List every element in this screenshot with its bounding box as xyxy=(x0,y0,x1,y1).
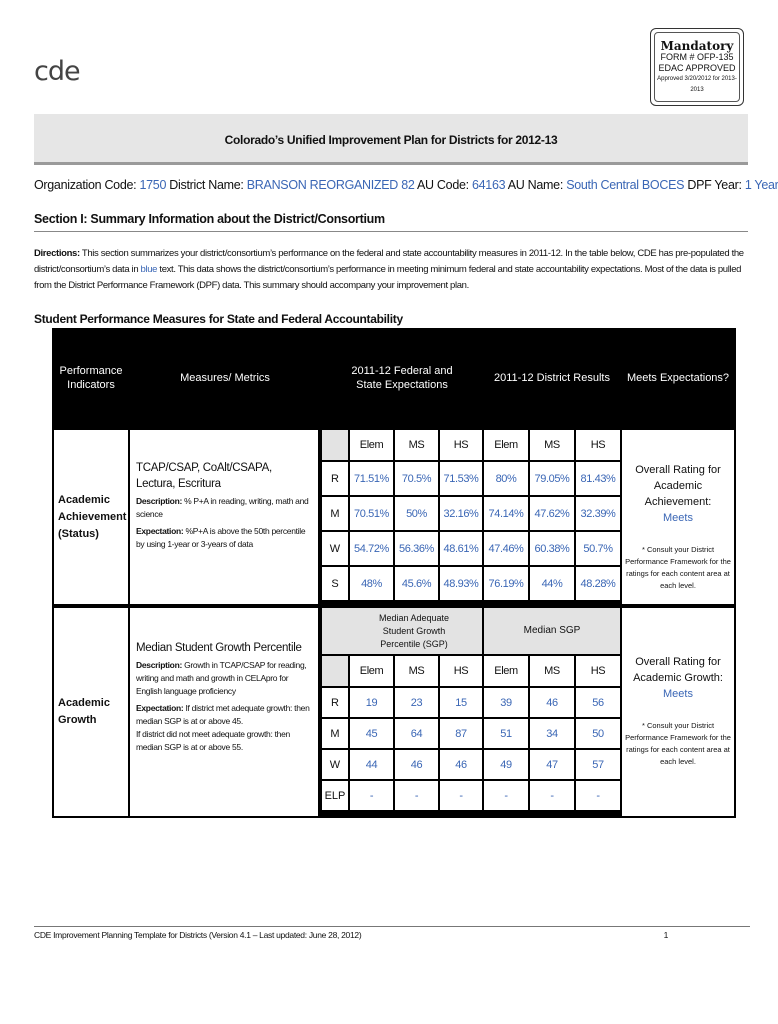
achievement-exp-value: 48% xyxy=(350,567,393,600)
growth-res-value: 56 xyxy=(576,688,620,717)
district-name: BRANSON REORGANIZED 82 xyxy=(246,178,415,192)
growth-exp-value: - xyxy=(350,781,393,810)
growth-res-value: 39 xyxy=(484,688,528,717)
growth-rating: Meets xyxy=(663,688,693,700)
header-indicators: Performance Indicators xyxy=(59,365,123,391)
achievement-res-value: 60.38% xyxy=(530,532,574,565)
page-number: 1 xyxy=(663,930,668,940)
growth-rating-text: Overall Rating for Academic Growth: xyxy=(633,656,723,684)
directions-text-2: text. This data shows the district/consortium’s performance in meeting minimum federal and state accountability expectations. Most of the data is pulled from the District Performance Framework (DPF) data. This summary should accompany your improvement plan. xyxy=(34,264,742,291)
directions-label: Directions: xyxy=(34,248,80,259)
mandatory-stamp xyxy=(650,28,744,106)
achievement-res-col-0: Elem xyxy=(484,430,528,460)
growth-res-value: 49 xyxy=(484,750,528,779)
header-expectations: 2011-12 Federal and State Expectations xyxy=(351,365,453,391)
growth-note: * Consult your District Performance Framework for the ratings for each content area at each level. xyxy=(625,721,731,766)
growth-res-value: 51 xyxy=(484,719,528,748)
achievement-indicator: Academic Achievement (Status) xyxy=(54,430,128,604)
growth-row-label: W xyxy=(322,750,348,779)
growth-exp-value: 19 xyxy=(350,688,393,717)
achievement-rating: Meets xyxy=(663,512,693,524)
description-label: Description: xyxy=(136,660,182,670)
table-subheading: Student Performance Measures for State and Federal Accountability xyxy=(34,312,403,326)
achievement-exp-col-1: MS xyxy=(395,430,438,460)
expectation-text: %P+A is above the 50th percentile by using 1-year or 3-years of data xyxy=(136,526,306,549)
achievement-res-value: 79.05% xyxy=(530,462,574,495)
achievement-rating-text: Overall Rating for Academic Achievement: xyxy=(635,464,721,508)
achievement-meets xyxy=(622,430,734,604)
header-results: 2011-12 District Results xyxy=(494,372,610,384)
growth-indicator: Academic Growth xyxy=(54,608,128,816)
achievement-exp-value: 71.53% xyxy=(440,462,482,495)
achievement-res-col-2: HS xyxy=(576,430,620,460)
expectation-label: Expectation: xyxy=(136,703,184,713)
header-measures: Measures/ Metrics xyxy=(180,372,270,384)
achievement-exp-col-0: Elem xyxy=(350,430,393,460)
district-label: District Name: xyxy=(169,178,244,192)
achievement-res-value: 80% xyxy=(484,462,528,495)
achievement-expectation xyxy=(136,525,312,551)
description-label: Description: xyxy=(136,496,182,506)
growth-res-col-0: Elem xyxy=(484,656,528,686)
growth-res-value: 57 xyxy=(576,750,620,779)
achievement-measure-title: TCAP/CSAP, CoAlt/CSAPA, Lectura, Escritura xyxy=(136,462,272,490)
achievement-res-value: 47.46% xyxy=(484,532,528,565)
achievement-exp-value: 32.16% xyxy=(440,497,482,530)
growth-res-value: 34 xyxy=(530,719,574,748)
page-title: Colorado’s Unified Improvement Plan for Districts for 2012-13 xyxy=(224,133,558,147)
achievement-res-value: 48.28% xyxy=(576,567,620,600)
dpf-year: 1 Year xyxy=(744,178,778,192)
growth-res-value: - xyxy=(530,781,574,810)
page-footer xyxy=(34,926,750,940)
section-title: Section I: Summary Information about the District/Consortium xyxy=(34,212,748,232)
growth-sub-results: Median SGP xyxy=(484,608,620,654)
achievement-exp-value: 45.6% xyxy=(395,567,438,600)
au-name-label: AU Name: xyxy=(507,178,563,192)
cde-logo: cde xyxy=(34,56,80,87)
performance-table xyxy=(52,328,736,818)
growth-expectation-2: If district did not meet adequate growth: then median SGP is at or above 55. xyxy=(136,729,290,752)
achievement-res-value: 32.39% xyxy=(576,497,620,530)
growth-res-value: 50 xyxy=(576,719,620,748)
achievement-exp-col-2: HS xyxy=(440,430,482,460)
growth-exp-value: 87 xyxy=(440,719,482,748)
growth-exp-col-2: HS xyxy=(440,656,482,686)
description-text: % P+A in reading, writing, math and science xyxy=(136,496,309,519)
growth-exp-value: 23 xyxy=(395,688,438,717)
achievement-res-value: 81.43% xyxy=(576,462,620,495)
growth-exp-value: - xyxy=(395,781,438,810)
growth-row-label: R xyxy=(322,688,348,717)
achievement-exp-value: 48.93% xyxy=(440,567,482,600)
achievement-exp-value: 54.72% xyxy=(350,532,393,565)
achievement-res-value: 50.7% xyxy=(576,532,620,565)
au-code: 64163 xyxy=(471,178,506,192)
achievement-res-value: 74.14% xyxy=(484,497,528,530)
stamp-line-4: Approved 3/20/2012 for 2013-2013 xyxy=(657,76,737,93)
growth-exp-value: 44 xyxy=(350,750,393,779)
au-code-label: AU Code: xyxy=(417,178,469,192)
growth-exp-value: 15 xyxy=(440,688,482,717)
growth-label-spacer xyxy=(322,656,348,686)
org-code: 1750 xyxy=(139,178,167,192)
growth-exp-value: - xyxy=(440,781,482,810)
growth-description xyxy=(136,659,312,698)
stamp-line-1: Mandatory xyxy=(660,39,734,53)
achievement-exp-value: 71.51% xyxy=(350,462,393,495)
growth-sub-expectations: Median Adequate Student Growth Percentile (SGP) xyxy=(322,608,482,654)
growth-exp-col-0: Elem xyxy=(350,656,393,686)
achievement-row-label: R xyxy=(322,462,348,495)
achievement-exp-value: 48.61% xyxy=(440,532,482,565)
au-name: South Central BOCES xyxy=(566,178,685,192)
achievement-row-label: W xyxy=(322,532,348,565)
directions-blue-word: blue xyxy=(140,264,158,275)
achievement-row-label: S xyxy=(322,567,348,600)
growth-res-value: - xyxy=(484,781,528,810)
directions-text-1: This section summarizes your district/consortium’s performance on the federal and state accountability measures in 2011-12. In the table below, CDE has pre-populated the district/consortium’s data in xyxy=(34,248,744,275)
achievement-exp-value: 70.51% xyxy=(350,497,393,530)
description-text: Growth in TCAP/CSAP for reading, writing and math and growth in CELApro for English language proficiency xyxy=(136,660,307,696)
org-code-label: Organization Code: xyxy=(34,178,137,192)
achievement-res-value: 76.19% xyxy=(484,567,528,600)
growth-res-value: 47 xyxy=(530,750,574,779)
footer-text: CDE Improvement Planning Template for Districts (Version 4.1 – Last updated: June 28, 2012) xyxy=(34,930,362,940)
achievement-res-value: 44% xyxy=(530,567,574,600)
achievement-exp-value: 50% xyxy=(395,497,438,530)
organization-line xyxy=(34,178,778,192)
growth-res-col-1: MS xyxy=(530,656,574,686)
achievement-exp-value: 70.5% xyxy=(395,462,438,495)
growth-measures xyxy=(130,608,318,816)
dpf-year-label: DPF Year: xyxy=(687,178,742,192)
stamp-line-3: EDAC APPROVED xyxy=(658,63,736,73)
growth-measure-title: Median Student Growth Percentile xyxy=(136,642,302,654)
growth-exp-value: 46 xyxy=(440,750,482,779)
directions xyxy=(34,246,750,294)
achievement-exp-value: 56.36% xyxy=(395,532,438,565)
growth-expectation xyxy=(136,702,312,728)
growth-exp-value: 46 xyxy=(395,750,438,779)
stamp-line-2: FORM # OFP-135 xyxy=(660,52,734,62)
achievement-res-col-1: MS xyxy=(530,430,574,460)
achievement-measures xyxy=(130,430,318,604)
achievement-label-spacer xyxy=(322,430,348,460)
title-bar xyxy=(34,114,748,165)
achievement-description xyxy=(136,495,312,521)
growth-row-label: ELP xyxy=(322,781,348,810)
growth-exp-value: 64 xyxy=(395,719,438,748)
growth-res-value: 46 xyxy=(530,688,574,717)
achievement-res-value: 47.62% xyxy=(530,497,574,530)
achievement-note: * Consult your District Performance Framework for the ratings for each content area at each level. xyxy=(625,545,731,590)
growth-res-value: - xyxy=(576,781,620,810)
header-meets: Meets Expectations? xyxy=(626,372,730,384)
growth-row-label: M xyxy=(322,719,348,748)
growth-res-col-2: HS xyxy=(576,656,620,686)
growth-exp-col-1: MS xyxy=(395,656,438,686)
expectation-text: If district met adequate growth: then median SGP is at or above 45. xyxy=(136,703,310,726)
achievement-row-label: M xyxy=(322,497,348,530)
growth-exp-value: 45 xyxy=(350,719,393,748)
growth-meets xyxy=(622,608,734,816)
expectation-label: Expectation: xyxy=(136,526,184,536)
